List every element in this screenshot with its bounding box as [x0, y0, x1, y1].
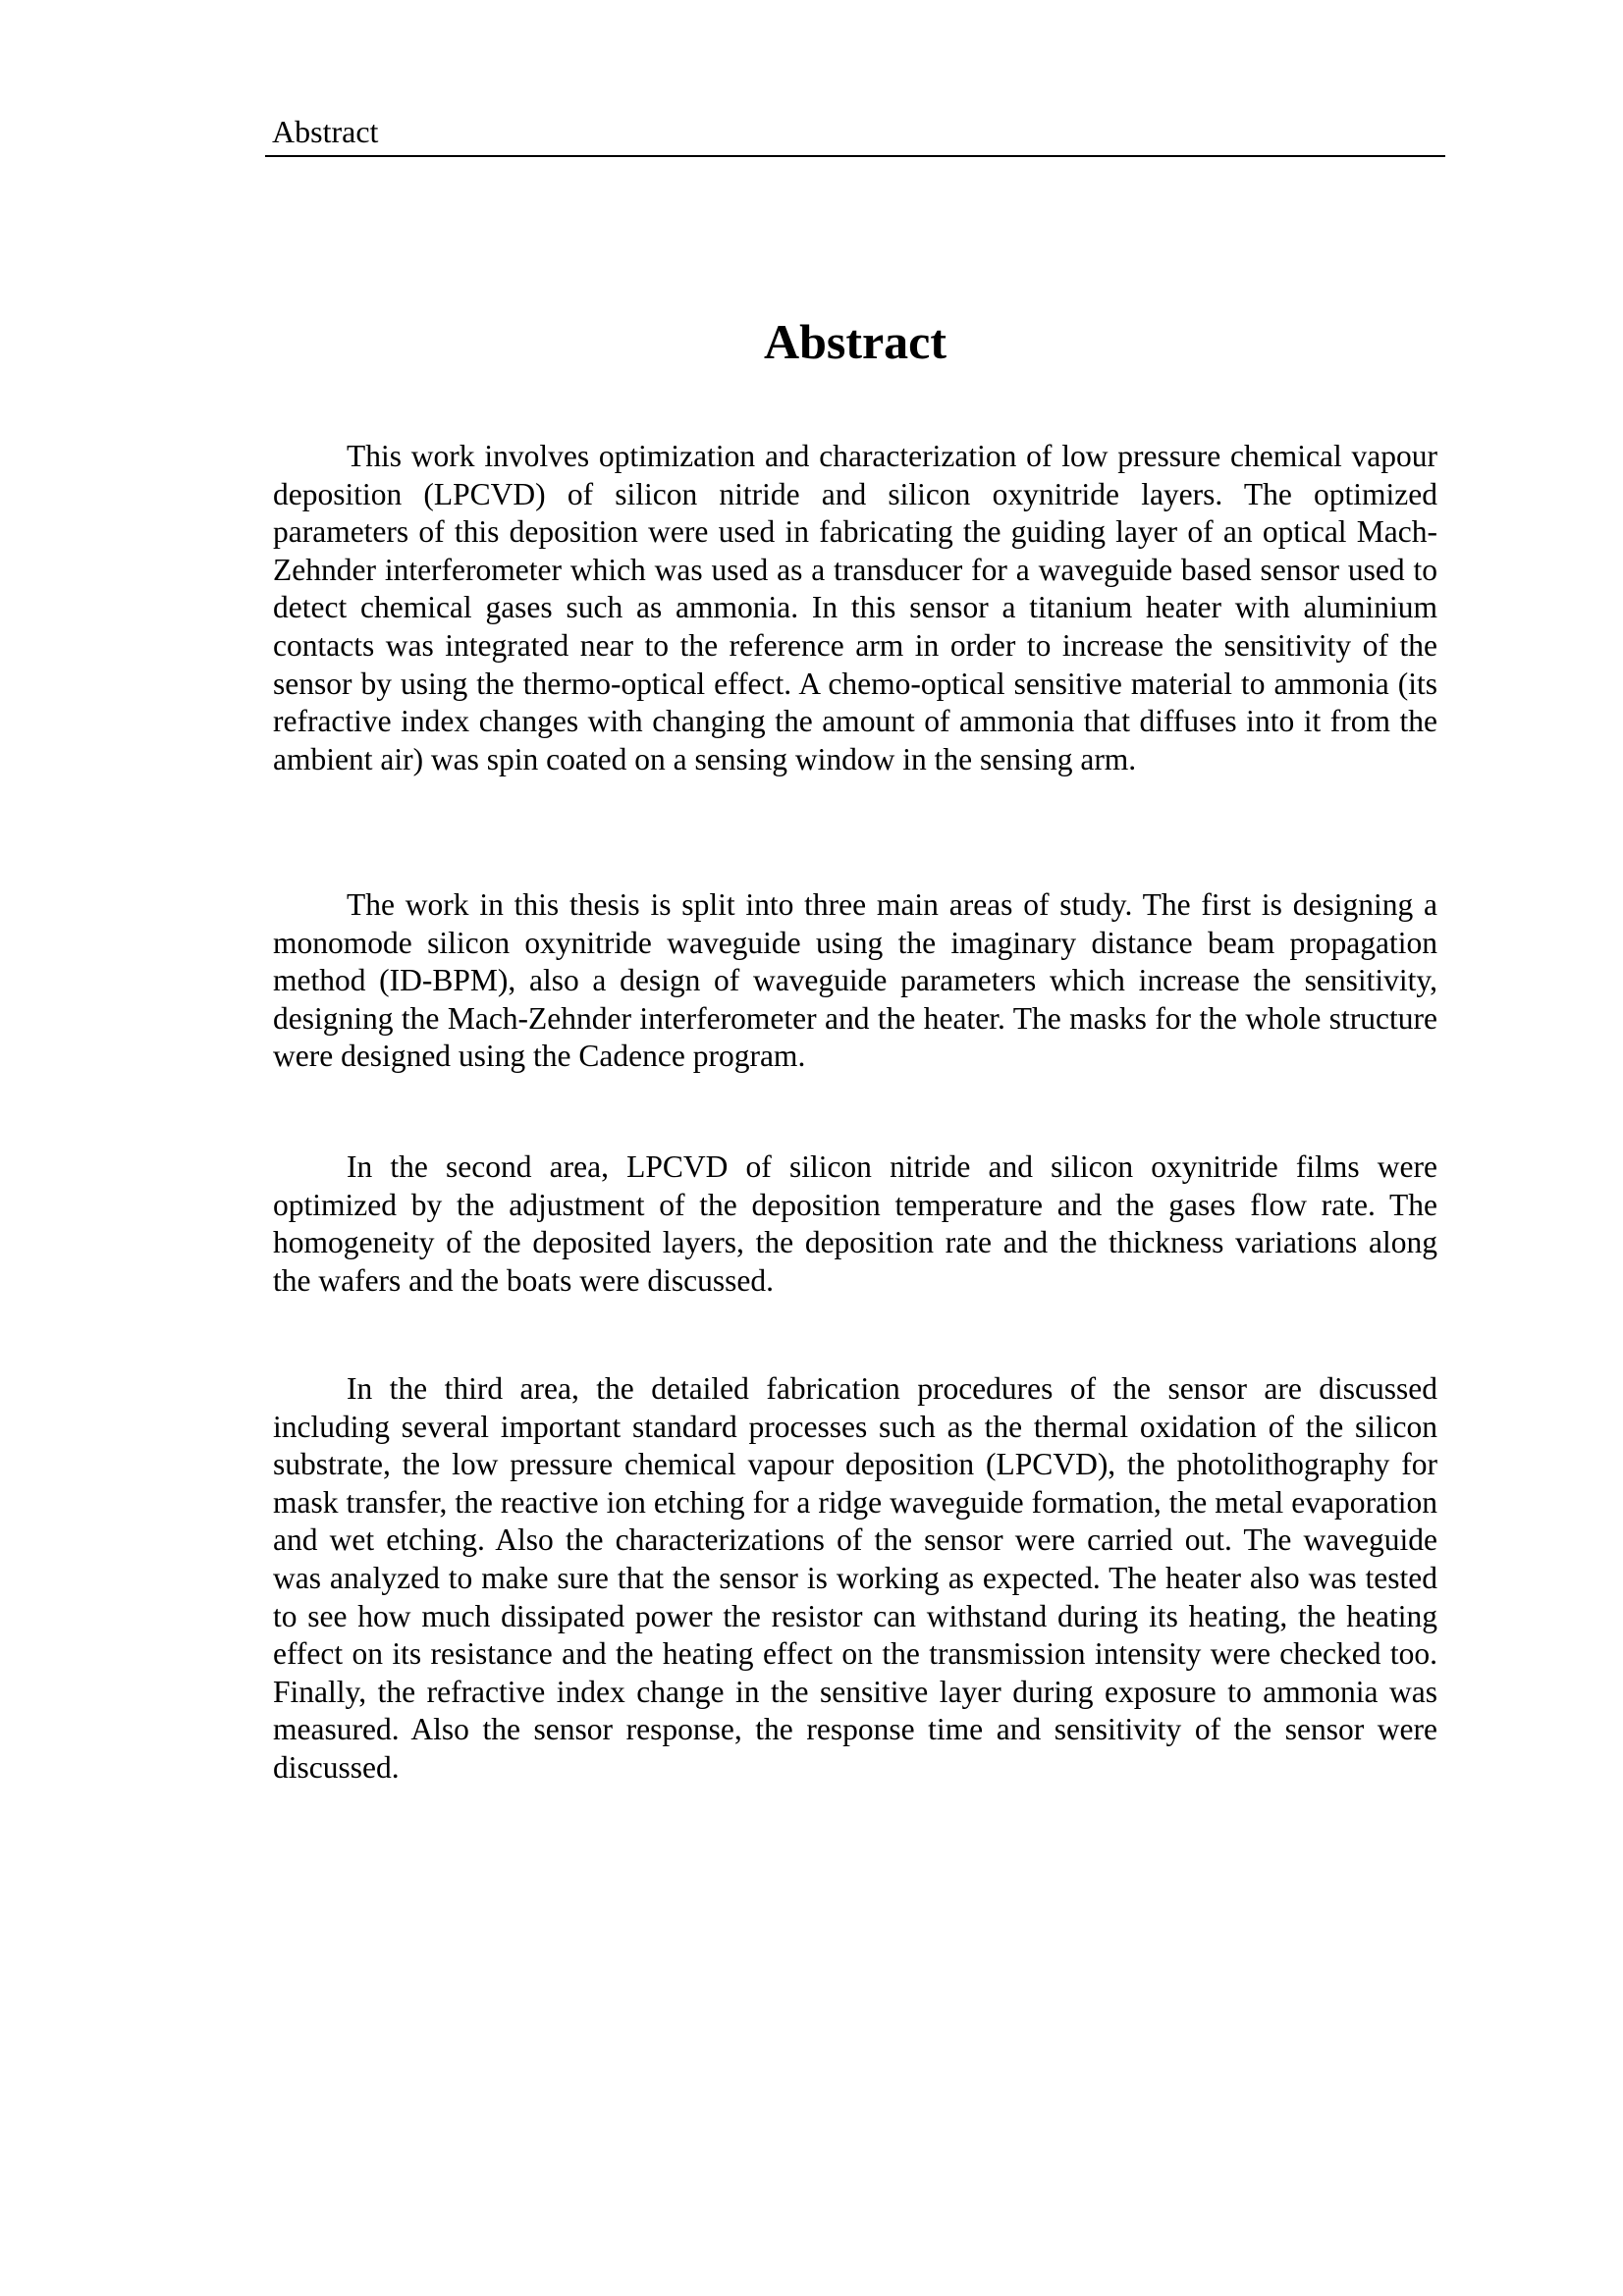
abstract-paragraph-1: This work involves optimization and characterization of low pressure chemical vapour deposition (LPCVD) of silicon nitride and silicon oxynitride layers. The optimized parameters of this deposition were used in fabricating the guiding layer of an optical Mach-Zehnder interferometer which was used as a transducer for a waveguide based sensor used to detect chemical gases such as ammonia. In this sensor a titanium heater with aluminium contacts was integrated near to the reference arm in order to increase the sensitivity of the sensor by using the thermo-optical effect. A chemo-optical sensitive material to ammonia (its refractive index changes with changing the amount of ammonia that diffuses into it from the ambient air) was spin coated on a sensing window in the sensing arm.	[273, 439, 1437, 776]
running-header-title: Abstract	[272, 114, 379, 149]
abstract-paragraph-4: In the third area, the detailed fabrication procedures of the sensor are discussed including several important standard processes such as the thermal oxidation of the silicon substrate, the low pressure chemical vapour deposition (LPCVD), the photolithography for mask transfer, the reactive ion etching for a ridge waveguide formation, the metal evaporation and wet etching. Also the characterizations of the sensor were carried out. The waveguide was analyzed to make sure that the sensor is working as expected. The heater also was tested to see how much dissipated power the resistor can withstand during its heating, the heating effect on its resistance and the heating effect on the transmission intensity were checked too. Finally, the refractive index change in the sensitive layer during exposure to ammonia was measured. Also the sensor response, the response time and sensitivity of the sensor were discussed.	[273, 1371, 1437, 1785]
page-title: Abstract	[763, 314, 947, 369]
abstract-paragraph-2: The work in this thesis is split into three main areas of study. The first is designing a monomode silicon oxynitride waveguide using the imaginary distance beam propagation method (ID-BPM), also a design of waveguide parameters which increase the sensitivity, designing the Mach-Zehnder interferometer and the heater. The masks for the whole structure were designed using the Cadence program.	[273, 887, 1437, 1074]
abstract-paragraph-3: In the second area, LPCVD of silicon nitride and silicon oxynitride films were optimized by the adjustment of the deposition temperature and the gases flow rate. The homogeneity of the deposited layers, the deposition rate and the thickness variations along the wafers and the boats were discussed.	[273, 1149, 1437, 1298]
running-header	[265, 112, 1445, 157]
